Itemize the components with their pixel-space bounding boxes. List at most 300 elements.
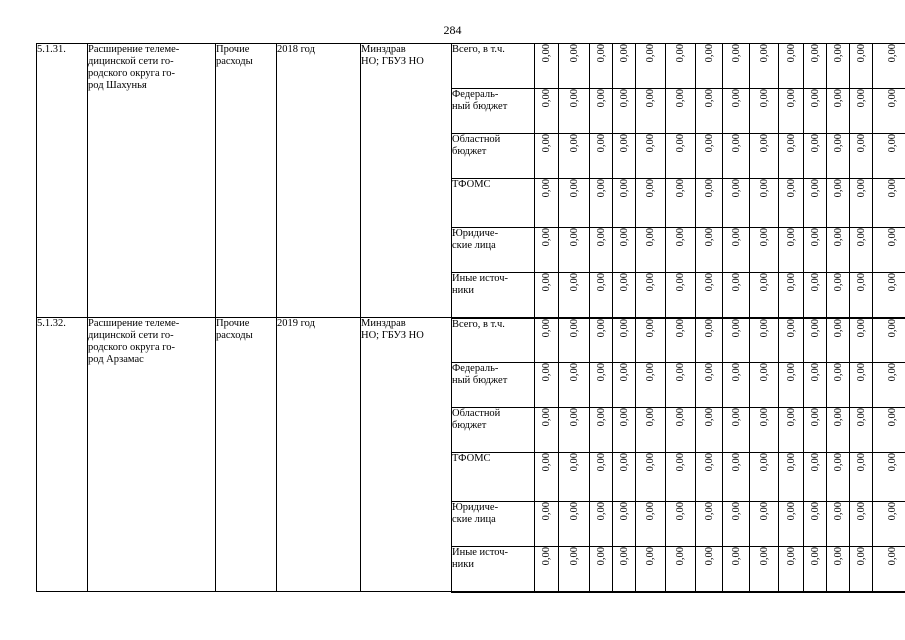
value-cell	[827, 453, 850, 502]
value-text: 0,00	[785, 89, 797, 108]
value-text: 0,00	[758, 228, 770, 247]
value-cell	[696, 453, 723, 502]
value-text: 0,00	[703, 318, 715, 337]
value-cell	[696, 44, 723, 89]
value-cell	[779, 547, 804, 592]
value-text: 0,00	[595, 363, 607, 382]
value-cell	[613, 44, 636, 89]
value-cell	[827, 89, 850, 134]
value-cell	[590, 502, 613, 547]
value-cell	[559, 363, 590, 408]
value-text: 0,00	[568, 134, 580, 153]
value-cell	[613, 363, 636, 408]
value-text: 0,00	[703, 453, 715, 472]
year-cell	[277, 44, 361, 318]
value-cell	[804, 134, 827, 179]
value-cell	[613, 502, 636, 547]
value-text: 0,00	[855, 453, 867, 472]
value-cell	[750, 363, 779, 408]
value-cell	[535, 44, 559, 89]
funding-source-cell	[452, 134, 535, 179]
value-text: 0,00	[832, 363, 844, 382]
value-cell	[804, 408, 827, 453]
value-text: 0,00	[887, 547, 898, 566]
value-text: 0,00	[809, 89, 821, 108]
value-cell	[666, 228, 696, 273]
value-cell	[873, 228, 905, 273]
value-text: 0,00	[758, 134, 770, 153]
expense-type-text: Прочие расходы	[216, 44, 253, 67]
value-text: 0,00	[541, 408, 552, 427]
value-cell	[559, 318, 590, 363]
value-text: 0,00	[595, 273, 607, 292]
funding-source-label: Всего, в т.ч.	[452, 318, 505, 330]
value-text: 0,00	[675, 273, 686, 292]
value-cell	[750, 502, 779, 547]
value-cell	[535, 228, 559, 273]
value-text: 0,00	[645, 453, 656, 472]
value-text: 0,00	[758, 363, 770, 382]
value-text: 0,00	[618, 453, 630, 472]
value-cell	[873, 89, 905, 134]
value-cell	[559, 228, 590, 273]
value-cell	[804, 547, 827, 592]
table-row	[37, 318, 905, 363]
value-cell	[873, 453, 905, 502]
value-cell	[666, 547, 696, 592]
value-cell	[850, 44, 873, 89]
funding-source-cell	[452, 273, 535, 318]
value-cell	[535, 453, 559, 502]
value-cell	[613, 318, 636, 363]
executor-text: Минздрав НО; ГБУЗ НО	[361, 44, 424, 67]
value-text: 0,00	[675, 89, 686, 108]
value-text: 0,00	[832, 44, 844, 63]
value-cell	[804, 273, 827, 318]
value-cell	[827, 179, 850, 228]
value-cell	[590, 228, 613, 273]
funding-source-label: Областной бюджет	[452, 408, 501, 431]
value-text: 0,00	[675, 547, 686, 566]
value-text: 0,00	[758, 547, 770, 566]
value-cell	[535, 318, 559, 363]
value-text: 0,00	[675, 179, 686, 198]
value-cell	[613, 547, 636, 592]
value-cell	[723, 134, 750, 179]
value-cell	[804, 363, 827, 408]
value-text: 0,00	[618, 547, 630, 566]
value-cell	[666, 318, 696, 363]
value-cell	[723, 44, 750, 89]
value-text: 0,00	[568, 502, 580, 521]
value-cell	[873, 44, 905, 89]
value-cell	[723, 179, 750, 228]
value-cell	[779, 363, 804, 408]
value-cell	[850, 408, 873, 453]
value-cell	[613, 273, 636, 318]
value-text: 0,00	[618, 363, 630, 382]
year-text: 2018 год	[277, 44, 315, 55]
value-cell	[873, 134, 905, 179]
value-text: 0,00	[832, 547, 844, 566]
funding-source-label: Иные источ- ники	[452, 547, 509, 570]
value-text: 0,00	[855, 408, 867, 427]
expense-type-cell	[216, 318, 277, 592]
executor-cell	[361, 44, 452, 318]
funding-source-cell	[452, 89, 535, 134]
value-text: 0,00	[809, 408, 821, 427]
value-text: 0,00	[703, 363, 715, 382]
value-cell	[827, 134, 850, 179]
expense-type-cell	[216, 44, 277, 318]
value-cell	[723, 89, 750, 134]
value-cell	[613, 89, 636, 134]
value-cell	[827, 408, 850, 453]
value-cell	[590, 363, 613, 408]
value-text: 0,00	[832, 453, 844, 472]
funding-source-label: Федераль- ный бюджет	[452, 89, 508, 112]
funding-source-label: ТФОМС	[452, 179, 491, 190]
value-cell	[696, 547, 723, 592]
value-text: 0,00	[703, 89, 715, 108]
value-text: 0,00	[855, 89, 867, 108]
value-cell	[636, 228, 666, 273]
value-text: 0,00	[730, 89, 742, 108]
value-cell	[666, 134, 696, 179]
value-cell	[779, 134, 804, 179]
value-text: 0,00	[887, 318, 898, 337]
value-cell	[535, 502, 559, 547]
value-cell	[666, 273, 696, 318]
value-text: 0,00	[568, 89, 580, 108]
value-text: 0,00	[568, 318, 580, 337]
value-text: 0,00	[618, 318, 630, 337]
value-text: 0,00	[809, 273, 821, 292]
value-cell	[535, 273, 559, 318]
value-text: 0,00	[645, 89, 656, 108]
funding-source-label: Областной бюджет	[452, 134, 501, 157]
project-name-cell	[88, 44, 216, 318]
funding-source-cell	[452, 363, 535, 408]
value-text: 0,00	[618, 134, 630, 153]
value-text: 0,00	[785, 44, 797, 63]
value-cell	[804, 228, 827, 273]
value-cell	[590, 134, 613, 179]
value-cell	[636, 502, 666, 547]
value-text: 0,00	[595, 318, 607, 337]
value-cell	[696, 363, 723, 408]
funding-source-cell	[452, 44, 535, 89]
value-text: 0,00	[595, 44, 607, 63]
row-number-cell	[37, 318, 88, 592]
value-text: 0,00	[541, 44, 552, 63]
value-text: 0,00	[785, 273, 797, 292]
value-cell	[850, 363, 873, 408]
value-text: 0,00	[887, 273, 898, 292]
value-cell	[873, 547, 905, 592]
value-cell	[559, 179, 590, 228]
value-cell	[723, 502, 750, 547]
value-cell	[723, 453, 750, 502]
value-cell	[750, 89, 779, 134]
value-text: 0,00	[568, 408, 580, 427]
value-cell	[850, 547, 873, 592]
value-cell	[779, 44, 804, 89]
value-text: 0,00	[855, 179, 867, 198]
value-cell	[804, 453, 827, 502]
value-text: 0,00	[855, 228, 867, 247]
value-cell	[779, 502, 804, 547]
value-cell	[850, 89, 873, 134]
project-name-text: Расширение телеме- дицинской сети го- родского округа го- род Арзамас	[88, 318, 180, 365]
value-text: 0,00	[809, 502, 821, 521]
value-cell	[750, 273, 779, 318]
value-text: 0,00	[675, 44, 686, 63]
value-text: 0,00	[541, 273, 552, 292]
budget-table	[36, 43, 905, 593]
value-cell	[723, 408, 750, 453]
value-text: 0,00	[730, 134, 742, 153]
value-text: 0,00	[785, 228, 797, 247]
funding-source-cell	[452, 228, 535, 273]
value-cell	[696, 502, 723, 547]
value-text: 0,00	[832, 273, 844, 292]
value-cell	[850, 273, 873, 318]
value-text: 0,00	[595, 134, 607, 153]
funding-source-cell	[452, 453, 535, 502]
value-text: 0,00	[887, 363, 898, 382]
value-text: 0,00	[675, 408, 686, 427]
value-text: 0,00	[855, 363, 867, 382]
value-cell	[779, 273, 804, 318]
value-cell	[636, 363, 666, 408]
value-text: 0,00	[887, 44, 898, 63]
value-text: 0,00	[595, 547, 607, 566]
value-cell	[590, 89, 613, 134]
value-cell	[636, 408, 666, 453]
row-number-text: 5.1.32.	[37, 318, 66, 329]
value-cell	[666, 502, 696, 547]
value-text: 0,00	[758, 89, 770, 108]
value-cell	[723, 363, 750, 408]
value-cell	[535, 89, 559, 134]
value-text: 0,00	[887, 408, 898, 427]
value-text: 0,00	[832, 179, 844, 198]
value-text: 0,00	[758, 273, 770, 292]
value-cell	[850, 179, 873, 228]
value-cell	[827, 318, 850, 363]
value-text: 0,00	[645, 228, 656, 247]
value-cell	[590, 547, 613, 592]
value-text: 0,00	[568, 453, 580, 472]
value-text: 0,00	[855, 502, 867, 521]
funding-source-label: ТФОМС	[452, 453, 491, 464]
value-cell	[590, 318, 613, 363]
value-cell	[613, 453, 636, 502]
value-cell	[779, 318, 804, 363]
value-text: 0,00	[541, 89, 552, 108]
value-text: 0,00	[541, 228, 552, 247]
value-text: 0,00	[730, 318, 742, 337]
value-cell	[850, 228, 873, 273]
value-cell	[696, 228, 723, 273]
value-cell	[827, 547, 850, 592]
value-text: 0,00	[730, 408, 742, 427]
value-text: 0,00	[618, 502, 630, 521]
page-number: 284	[443, 23, 462, 37]
value-cell	[779, 408, 804, 453]
value-cell	[535, 547, 559, 592]
value-cell	[636, 44, 666, 89]
value-text: 0,00	[887, 502, 898, 521]
value-cell	[750, 453, 779, 502]
value-text: 0,00	[809, 228, 821, 247]
value-cell	[559, 134, 590, 179]
value-cell	[559, 547, 590, 592]
value-text: 0,00	[730, 502, 742, 521]
funding-source-cell	[452, 408, 535, 453]
value-cell	[590, 44, 613, 89]
value-cell	[559, 453, 590, 502]
value-cell	[636, 134, 666, 179]
value-text: 0,00	[618, 273, 630, 292]
value-cell	[613, 408, 636, 453]
table-row	[37, 44, 905, 89]
value-cell	[850, 453, 873, 502]
value-text: 0,00	[832, 502, 844, 521]
value-text: 0,00	[645, 363, 656, 382]
value-text: 0,00	[541, 318, 552, 337]
value-cell	[850, 502, 873, 547]
value-cell	[873, 502, 905, 547]
value-text: 0,00	[645, 502, 656, 521]
funding-source-label: Иные источ- ники	[452, 273, 509, 296]
value-cell	[723, 547, 750, 592]
value-text: 0,00	[595, 89, 607, 108]
value-cell	[827, 363, 850, 408]
value-cell	[559, 44, 590, 89]
value-cell	[873, 408, 905, 453]
value-cell	[613, 228, 636, 273]
funding-source-cell	[452, 547, 535, 592]
value-text: 0,00	[730, 547, 742, 566]
value-cell	[827, 502, 850, 547]
value-text: 0,00	[675, 453, 686, 472]
value-cell	[827, 228, 850, 273]
funding-source-label: Всего, в т.ч.	[452, 44, 505, 55]
value-cell	[696, 179, 723, 228]
value-cell	[696, 134, 723, 179]
year-text: 2019 год	[277, 318, 315, 329]
value-cell	[636, 453, 666, 502]
funding-source-cell	[452, 502, 535, 547]
funding-source-label: Юридиче- ские лица	[452, 228, 499, 251]
value-cell	[723, 318, 750, 363]
value-text: 0,00	[730, 44, 742, 63]
value-text: 0,00	[887, 179, 898, 198]
value-text: 0,00	[855, 318, 867, 337]
value-cell	[590, 273, 613, 318]
value-text: 0,00	[645, 408, 656, 427]
value-cell	[873, 273, 905, 318]
executor-cell	[361, 318, 452, 592]
value-cell	[666, 44, 696, 89]
value-text: 0,00	[595, 502, 607, 521]
project-name-text: Расширение телеме- дицинской сети го- родского округа го- род Шахунья	[88, 44, 180, 91]
value-cell	[750, 134, 779, 179]
value-text: 0,00	[887, 134, 898, 153]
value-cell	[590, 453, 613, 502]
value-text: 0,00	[568, 273, 580, 292]
value-text: 0,00	[832, 228, 844, 247]
value-text: 0,00	[758, 502, 770, 521]
value-cell	[636, 179, 666, 228]
value-text: 0,00	[618, 44, 630, 63]
value-text: 0,00	[703, 179, 715, 198]
value-text: 0,00	[887, 453, 898, 472]
value-cell	[613, 179, 636, 228]
value-text: 0,00	[618, 408, 630, 427]
value-cell	[750, 408, 779, 453]
value-cell	[750, 44, 779, 89]
value-text: 0,00	[809, 44, 821, 63]
value-text: 0,00	[645, 179, 656, 198]
value-text: 0,00	[703, 273, 715, 292]
value-text: 0,00	[758, 179, 770, 198]
year-cell	[277, 318, 361, 592]
value-cell	[535, 363, 559, 408]
value-text: 0,00	[785, 318, 797, 337]
value-cell	[636, 89, 666, 134]
value-cell	[559, 502, 590, 547]
value-cell	[613, 134, 636, 179]
value-text: 0,00	[855, 547, 867, 566]
value-text: 0,00	[730, 363, 742, 382]
value-cell	[804, 179, 827, 228]
value-text: 0,00	[832, 318, 844, 337]
executor-text: Минздрав НО; ГБУЗ НО	[361, 318, 424, 341]
value-text: 0,00	[618, 228, 630, 247]
value-cell	[666, 179, 696, 228]
value-text: 0,00	[675, 134, 686, 153]
funding-source-label: Федераль- ный бюджет	[452, 363, 508, 386]
value-cell	[559, 89, 590, 134]
value-text: 0,00	[645, 318, 656, 337]
value-cell	[850, 134, 873, 179]
value-cell	[750, 179, 779, 228]
value-text: 0,00	[785, 453, 797, 472]
value-text: 0,00	[675, 318, 686, 337]
funding-source-cell	[452, 318, 535, 363]
value-text: 0,00	[568, 363, 580, 382]
value-text: 0,00	[809, 179, 821, 198]
value-text: 0,00	[809, 453, 821, 472]
value-text: 0,00	[541, 547, 552, 566]
value-cell	[779, 228, 804, 273]
value-text: 0,00	[675, 502, 686, 521]
funding-source-label: Юридиче- ские лица	[452, 502, 499, 525]
value-cell	[636, 547, 666, 592]
value-text: 0,00	[758, 453, 770, 472]
value-cell	[590, 179, 613, 228]
value-cell	[723, 228, 750, 273]
value-cell	[827, 273, 850, 318]
row-number-text: 5.1.31.	[37, 44, 66, 55]
value-cell	[535, 134, 559, 179]
value-text: 0,00	[675, 363, 686, 382]
value-cell	[696, 273, 723, 318]
value-text: 0,00	[887, 228, 898, 247]
